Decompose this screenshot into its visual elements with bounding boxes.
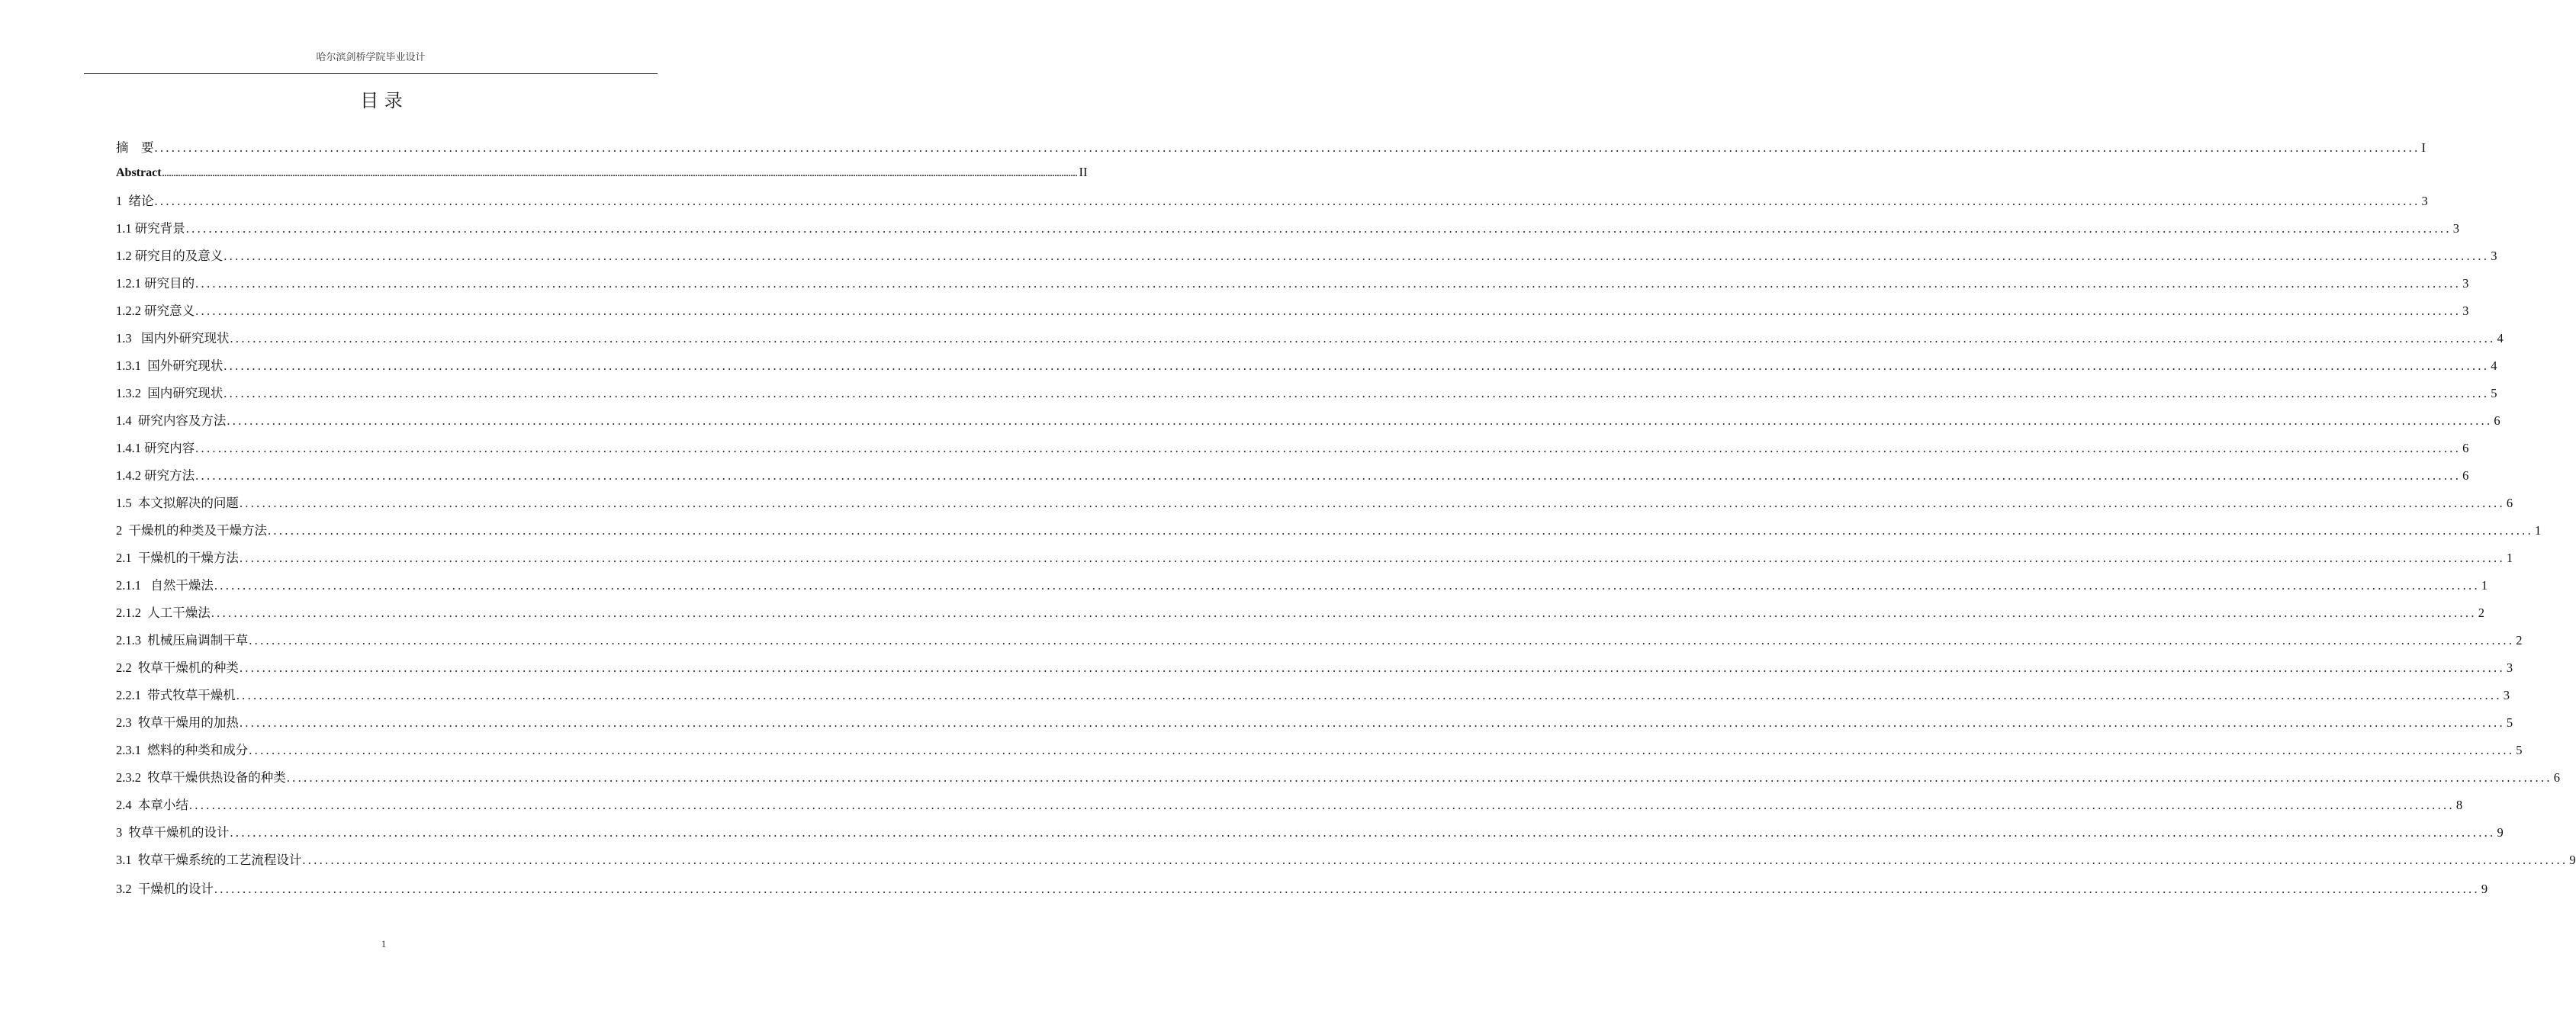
toc-dot-leader: ................................................................................................................................................................................................................................................................................................................................................................................................................ — [195, 468, 2462, 483]
toc-entry[interactable] — [116, 191, 2428, 210]
toc-entry-label: 1.3 国内外研究现状 — [116, 331, 230, 345]
toc-entry-label: 2.3 牧草干燥用的加热 — [116, 715, 239, 730]
toc-entry[interactable] — [116, 465, 2469, 485]
toc-entry-label: 2 干燥机的种类及干燥方法 — [116, 523, 267, 538]
toc-dot-leader: ................................................................................................................................................................................................................................................................................................................................................................................................................ — [230, 331, 2496, 345]
toc-entry-page: 5 — [2491, 386, 2497, 400]
toc-entry[interactable] — [116, 795, 2463, 815]
toc-entry[interactable] — [116, 850, 2576, 869]
toc-entry-page: 2 — [2516, 633, 2523, 647]
toc-dot-leader: ................................................................................................................................................................................................................................................................................................................................................................................................................ — [214, 578, 2480, 593]
toc-entry-label: 1.2 研究目的及意义 — [116, 249, 224, 263]
toc-entry-page: 3 — [2491, 249, 2497, 263]
toc-dot-leader: ................................................................................................................................................................................................................................................................................................................................................................................................................ — [154, 140, 2420, 155]
toc-entry-page: 6 — [2506, 496, 2513, 510]
page-number: 1 — [381, 938, 387, 949]
toc-entry[interactable] — [116, 520, 2542, 540]
toc-entry-page: 4 — [2497, 331, 2504, 345]
toc-entry-label: 1.5 本文拟解决的问题 — [116, 496, 239, 510]
toc-dot-leader: ................................................................................................................................................................................................................................................................................................................................................................................................................ — [214, 882, 2480, 896]
toc-entry-page: 8 — [2455, 798, 2463, 812]
toc-dot-leader: ................................................................................................................................................................................................................................................................................................................................................................................................................ — [236, 688, 2502, 702]
toc-dot-leader: ................................................................................................................................................................................................................................................................................................................................................................................................................ — [239, 551, 2505, 565]
toc-entry-page: 3 — [2462, 276, 2469, 291]
header-rule — [84, 73, 658, 74]
toc-entry[interactable] — [116, 355, 2497, 375]
toc-entry-label: 2.2.1 带式牧草干燥机 — [116, 688, 236, 702]
toc-entry-label: 1.4.1 研究内容 — [116, 441, 195, 455]
running-header: 哈尔滨剑桥学院毕业设计 — [316, 51, 426, 63]
toc-entry[interactable] — [116, 712, 2513, 732]
toc-entry-label: 2.2 牧草干燥机的种类 — [116, 660, 239, 675]
toc-entry[interactable] — [116, 602, 2484, 622]
toc-entry-label: 2.1.1 自然干燥法 — [116, 578, 214, 593]
toc-entry-page: 6 — [2553, 770, 2560, 785]
toc-entry-page: I — [2421, 140, 2426, 155]
toc-entry-page: 1 — [2535, 523, 2542, 538]
toc-entry[interactable] — [116, 657, 2513, 677]
toc-dot-leader: ................................................................................................................................................................................................................................................................................................................................................................................................................ — [302, 853, 2568, 867]
toc-dot-leader: ................................................................................................................................................................................................................................................................................................................................................................................................................ — [249, 743, 2515, 757]
toc-entry-page: 4 — [2491, 358, 2497, 373]
toc-entry-page: 9 — [2497, 825, 2504, 840]
toc-entry[interactable] — [116, 165, 1088, 185]
toc-entry-page: 6 — [2462, 441, 2469, 455]
toc-entry[interactable] — [116, 685, 2510, 705]
toc-entry-page: 5 — [2516, 743, 2523, 757]
toc-entry-label: Abstract — [116, 166, 162, 179]
toc-entry-page: 3 — [2503, 688, 2510, 702]
toc-entry-page: 3 — [2421, 194, 2428, 208]
toc-dot-leader: ................................................................................................................................................................................................................................................................................................................................................................................................................ — [268, 523, 2533, 538]
toc-dot-leader: ................................................................................................................................................................................................................................................................................................................................................................................................................ — [227, 413, 2493, 428]
toc-entry-label: 2.1.3 机械压扁调制干草 — [116, 633, 249, 647]
toc-entry-page: 9 — [2481, 882, 2488, 896]
toc-entry-page: 3 — [2452, 221, 2459, 236]
toc-entry[interactable] — [116, 218, 2459, 238]
toc-entry-label: 2.3.2 牧草干燥供热设备的种类 — [116, 770, 286, 785]
toc-entry[interactable] — [116, 300, 2469, 320]
toc-entry-label: 3.1 牧草干燥系统的工艺流程设计 — [116, 853, 302, 867]
toc-entry-label: 3.2 干燥机的设计 — [116, 882, 214, 896]
toc-entry-label: 2.4 本章小结 — [116, 798, 188, 812]
toc-dot-leader: ................................................................................................................................................................................................................................................................................................................................................................................................................ — [230, 825, 2496, 840]
toc-entry-label: 摘 要 — [116, 140, 154, 155]
toc-dot-leader: ................................................................................................................................................................................................................................................................................................................................................................................................................ — [154, 194, 2420, 208]
toc-dot-leader: ................................................................................................................................................................................................................................................................................................................................................................................................................ — [239, 660, 2505, 675]
toc-entry-page: 2 — [2478, 606, 2484, 620]
toc-dot-leader: ................................................................................................................................................................................................................................................................................................................................................................................................................ — [249, 633, 2515, 647]
toc-dot-leader: ................................................................................................................................................................................................................................................................................................................................................................................................................ — [188, 798, 2455, 812]
toc-dot-leader: ................................................................................................................................................................................................................................................................................................................................................................................................................ — [185, 221, 2452, 236]
toc-dot-leader: ................................................................................................................................................................................................................................................................................................................................................................................................................ — [195, 304, 2462, 318]
toc-dot-leader: ................................................................................................................................................................................................................................................................................................................................................................................................................ — [239, 496, 2505, 510]
toc-entry-label: 2.1 干燥机的干燥方法 — [116, 551, 239, 565]
toc-entry-page: 3 — [2506, 660, 2513, 675]
page-title: 目 录 — [360, 90, 403, 111]
toc-entry[interactable] — [116, 740, 2523, 760]
toc-entry-label: 3 牧草干燥机的设计 — [116, 825, 230, 840]
toc-dot-leader: ................................................................................................................................................................................................................................................................................................................................................................................................................ — [224, 249, 2490, 263]
toc-entry[interactable] — [116, 575, 2488, 595]
toc-entry[interactable] — [116, 630, 2523, 650]
toc-entry[interactable] — [116, 767, 2560, 787]
toc-dot-leader: ................................................................................................................................................................................................................................................................................................................................................................................................................ — [224, 358, 2490, 373]
toc-entry-label: 2.3.1 燃料的种类和成分 — [116, 743, 249, 757]
toc-entry-page: 5 — [2506, 715, 2513, 730]
toc-dot-leader: ................................................................................................................................................................................................................................................................................................................................................................................................................ — [211, 606, 2477, 620]
toc-entry-label: 1 绪论 — [116, 194, 154, 208]
toc-entry[interactable] — [116, 246, 2497, 265]
toc-entry-label: 1.4 研究内容及方法 — [116, 413, 227, 428]
toc-entry-label: 1.4.2 研究方法 — [116, 468, 195, 483]
toc-entry-page: 1 — [2506, 551, 2513, 565]
toc-entry[interactable] — [116, 410, 2500, 430]
toc-dot-leader: ................................................................................................................................................................................................................................................................................................................................................................................................................ — [239, 715, 2505, 730]
toc-entry-page: II — [1079, 165, 1088, 179]
toc-entry[interactable] — [116, 548, 2513, 567]
toc-entry-label: 1.2.2 研究意义 — [116, 304, 195, 318]
toc-entry-page: 3 — [2462, 304, 2469, 318]
toc-entry-label: 1.1 研究背景 — [116, 221, 185, 236]
toc-entry[interactable] — [116, 493, 2513, 512]
toc-dot-leader: ................................................................................................................................................................................................................................................................................................................................................................................................................ — [195, 441, 2462, 455]
toc-entry[interactable] — [116, 879, 2488, 898]
toc-entry-page: 6 — [2494, 413, 2500, 428]
toc-entry[interactable] — [116, 822, 2504, 842]
toc-entry[interactable] — [116, 273, 2469, 293]
toc-entry-page: 1 — [2481, 578, 2488, 593]
toc-entry-page: 9 — [2569, 853, 2576, 867]
toc-entry[interactable] — [116, 137, 2426, 157]
toc-entry[interactable] — [116, 383, 2497, 403]
toc-dot-leader: ................................................................................................................................................................................................................................................................................................................................................................................................................ — [286, 770, 2552, 785]
toc-entry-page: 6 — [2462, 468, 2469, 483]
toc-dot-leader: ................................................................................................................................................................................................................................................................................................................................................................................................................ — [195, 276, 2462, 291]
toc-entry[interactable] — [116, 328, 2504, 348]
toc-dot-leader: ................................................................................................................................................................................................................................................................................................................................................................................................................ — [224, 386, 2490, 400]
toc-entry-label: 2.1.2 人工干燥法 — [116, 606, 211, 620]
toc-dot-leader: ................................................................................................................................................................................................................................................................................................................................................................................................................ — [162, 168, 1078, 178]
toc-entry-label: 1.3.2 国内研究现状 — [116, 386, 224, 400]
toc-entry-label: 1.3.1 国外研究现状 — [116, 358, 224, 373]
toc-entry-label: 1.2.1 研究目的 — [116, 276, 195, 291]
toc-entry[interactable] — [116, 438, 2469, 458]
